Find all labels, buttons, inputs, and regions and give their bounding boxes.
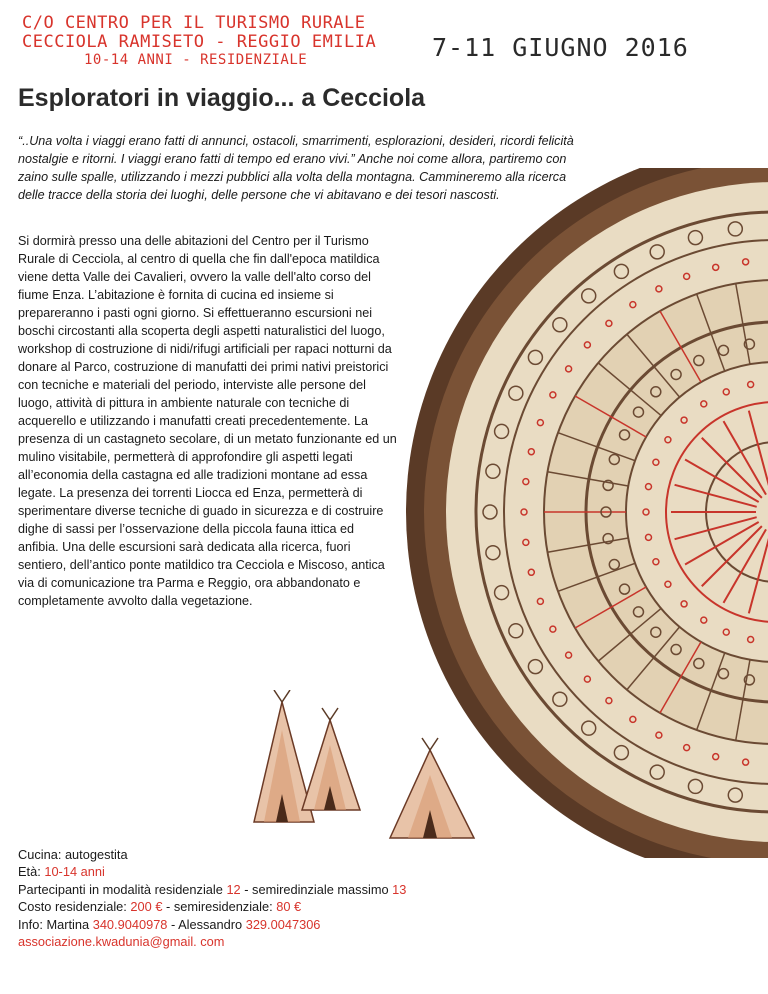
eta-value: 10-14 anni — [44, 864, 105, 880]
cucina-line — [18, 846, 406, 863]
header-line-location: CECCIOLA RAMISETO - REGGIO EMILIA — [22, 32, 377, 52]
cucina-text: Cucina: autogestita — [18, 847, 128, 862]
header-line-age: 10-14 ANNI - RESIDENZIALE — [84, 52, 308, 68]
partecipanti-residenziale-value: 12 — [226, 881, 241, 897]
martina-phone[interactable]: 340.9040978 — [92, 916, 168, 932]
partecipanti-semiresidenziale-value: 13 — [392, 881, 407, 897]
costo-label: Costo residenziale: — [18, 899, 127, 915]
header-line-organizer: C/O CENTRO PER IL TURISMO RURALE — [22, 13, 366, 33]
tipi-tents-image — [224, 690, 494, 840]
intro-quote: “..Una volta i viaggi erano fatti di annunci, ostacoli, smarrimenti, esplorazioni, desideri, ricordi felicità nostalgie e ritorni. I viaggi erano fatti di tempo ed erano vivi.” Anche noi come allora, partiremo con zaino sulle spalle, utilizzando i mezzi pubblici alla volta della montagna. Cammineremo alla ricerca delle tracce della storia dei luoghi, delle persone che vi abitavano e dei tesori nascosti. — [18, 134, 574, 202]
email-line — [18, 933, 406, 950]
costo-semiresidenziale-value: 80 € — [276, 899, 302, 915]
alessandro-phone[interactable]: 329.0047306 — [245, 916, 321, 932]
eta-line — [18, 863, 406, 880]
contact-line — [18, 916, 406, 933]
info-label: Info: Martina — [18, 916, 90, 932]
eta-label: Età: — [18, 864, 41, 880]
contact-email-link[interactable]: associazione.kwadunia@gmail. com — [18, 934, 225, 950]
organizer-header — [22, 14, 376, 69]
info-block — [18, 846, 406, 950]
costo-line — [18, 898, 406, 915]
program-description: Si dormirà presso una delle abitazioni del Centro per il Turismo Rurale di Cecciola, al centro di quella che fin dall'epoca matildica viene detta Valle dei Cavalieri, ovvero la valle dell'alto corso del fiume Enza. L’abitazione è fornita di cucina ed insieme si prepareranno i pasti ogni giorno. Si effettueranno escursioni nei boschi circostanti alla scoperta degli aspetti naturalistici del luogo, workshop di costruzione di nidi/rifugi artificiali per rapaci notturni da donare al Parco, costruzione di manufatti dei primi nativi preistorici con tecniche e materiali del periodo, interviste alle persone del luogo, attività di pittura in ambiente naturale con tecniche di acquerello e utilizzando i manufatti creati precedentemente. La presenza di un castagneto secolare, di un metato funzionante ed un mulino visitabile, permetterà di approfondire gli aspetti legati all’economia della castagna ed alle tradizioni montane ad essa legate. La presenza dei torrenti Liocca ed Enza, permetterà di sperimentare diverse tecniche di guado in sicurezza e di costruire dighe di sassi per l’osservazione della piccola fauna ittica ed anfibia. Una delle escursioni sarà dedicata alla ricerca, fuori sentiero, dell’antico ponte matildico tra Cecciola e Miscoso, antica via di comunicazione tra Parma e Reggio, ora abbandonato e completamente avvolto dalla vegetazione. — [18, 234, 397, 608]
event-dates: 7-11 GIUGNO 2016 — [432, 33, 689, 62]
costo-separator: - semiresidenziale: — [166, 899, 273, 915]
info-separator: - Alessandro — [171, 916, 243, 932]
page-title: Esploratori in viaggio... a Cecciola — [18, 84, 426, 112]
partecipanti-label: Partecipanti in modalità residenziale — [18, 881, 223, 897]
partecipanti-line — [18, 881, 406, 898]
partecipanti-separator: - semiredinziale massimo — [244, 881, 389, 897]
costo-residenziale-value: 200 € — [130, 899, 163, 915]
